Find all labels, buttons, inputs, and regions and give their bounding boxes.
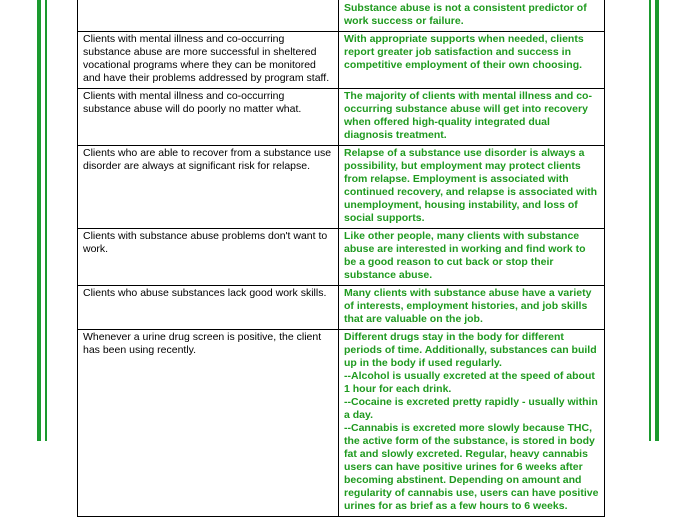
myth-cell: Clients with mental illness and co-occurring substance abuse will do poorly no matter what. <box>78 89 339 146</box>
page-border-right-inner <box>649 0 651 441</box>
table-row <box>78 89 605 146</box>
table-row <box>78 330 605 517</box>
fact-cell <box>339 32 605 89</box>
myth-cell: Clients who are able to recover from a substance use disorder are always at significant risk for relapse. <box>78 146 339 229</box>
myth-cell: Clients with mental illness and co-occurring substance abuse are more successful in sheltered vocational programs where they can be monitored and have their problems addressed by program staff. <box>78 32 339 89</box>
fact-paragraph: Relapse of a substance use disorder is always a possibility, but employment may protect clients from relapse. Employment is associated with continued recovery, and relapse is associated with unemployment, housing instability, and loss of social supports. <box>344 147 598 224</box>
table-row <box>78 32 605 89</box>
page-border-left-outer <box>37 0 41 441</box>
page-border-right-outer <box>655 0 659 441</box>
fact-cell <box>339 330 605 517</box>
fact-cell <box>339 89 605 146</box>
fact-cell <box>339 146 605 229</box>
fact-paragraph: The majority of clients with mental illness and co-occurring substance abuse will get into recovery when offered high-quality integrated dual diagnosis treatment. <box>344 90 592 141</box>
fact-paragraph: Many clients with substance abuse have a variety of interests, employment histories, and job skills that are valuable on the job. <box>344 287 592 325</box>
myth-cell: Whenever a urine drug screen is positive, the client has been using recently. <box>78 330 339 517</box>
fact-cell <box>339 286 605 330</box>
fact-cell <box>339 229 605 286</box>
myths-facts-table <box>77 0 605 517</box>
myth-cell: Clients who abuse substances lack good work skills. <box>78 286 339 330</box>
fact-paragraph: With appropriate supports when needed, clients report greater job satisfaction and success in competitive employment of their own choosing. <box>344 33 584 71</box>
fact-paragraph: --Cannabis is excreted more slowly because THC, the active form of the substance, is stored in body fat and slowly excreted. Regular, heavy cannabis users can have positive urines for 6 weeks after becoming abstinent. Depending on amount and regularity of cannabis use, users can have positive urines for as brief as a few hours to 6 weeks. <box>344 422 599 512</box>
myth-cell: Clients with substance abuse problems don't want to work. <box>78 229 339 286</box>
fact-paragraph: Different drugs stay in the body for different periods of time. Additionally, substances can build up in the body if used regularly. <box>344 331 597 369</box>
fact-cell <box>339 0 605 32</box>
fact-paragraph: --Cocaine is excreted pretty rapidly - usually within a day. <box>344 396 598 421</box>
myth-cell <box>78 0 339 32</box>
table-row <box>78 0 605 32</box>
table-row <box>78 146 605 229</box>
fact-paragraph: --Alcohol is usually excreted at the speed of about 1 hour for each drink. <box>344 370 595 395</box>
page-border-left-inner <box>45 0 47 441</box>
fact-paragraph: Substance abuse is not a consistent predictor of work success or failure. <box>344 2 587 27</box>
table-row <box>78 229 605 286</box>
fact-paragraph: Like other people, many clients with substance abuse are interested in working and find work to be a good reason to cut back or stop their substance abuse. <box>344 230 586 281</box>
table-row <box>78 286 605 330</box>
